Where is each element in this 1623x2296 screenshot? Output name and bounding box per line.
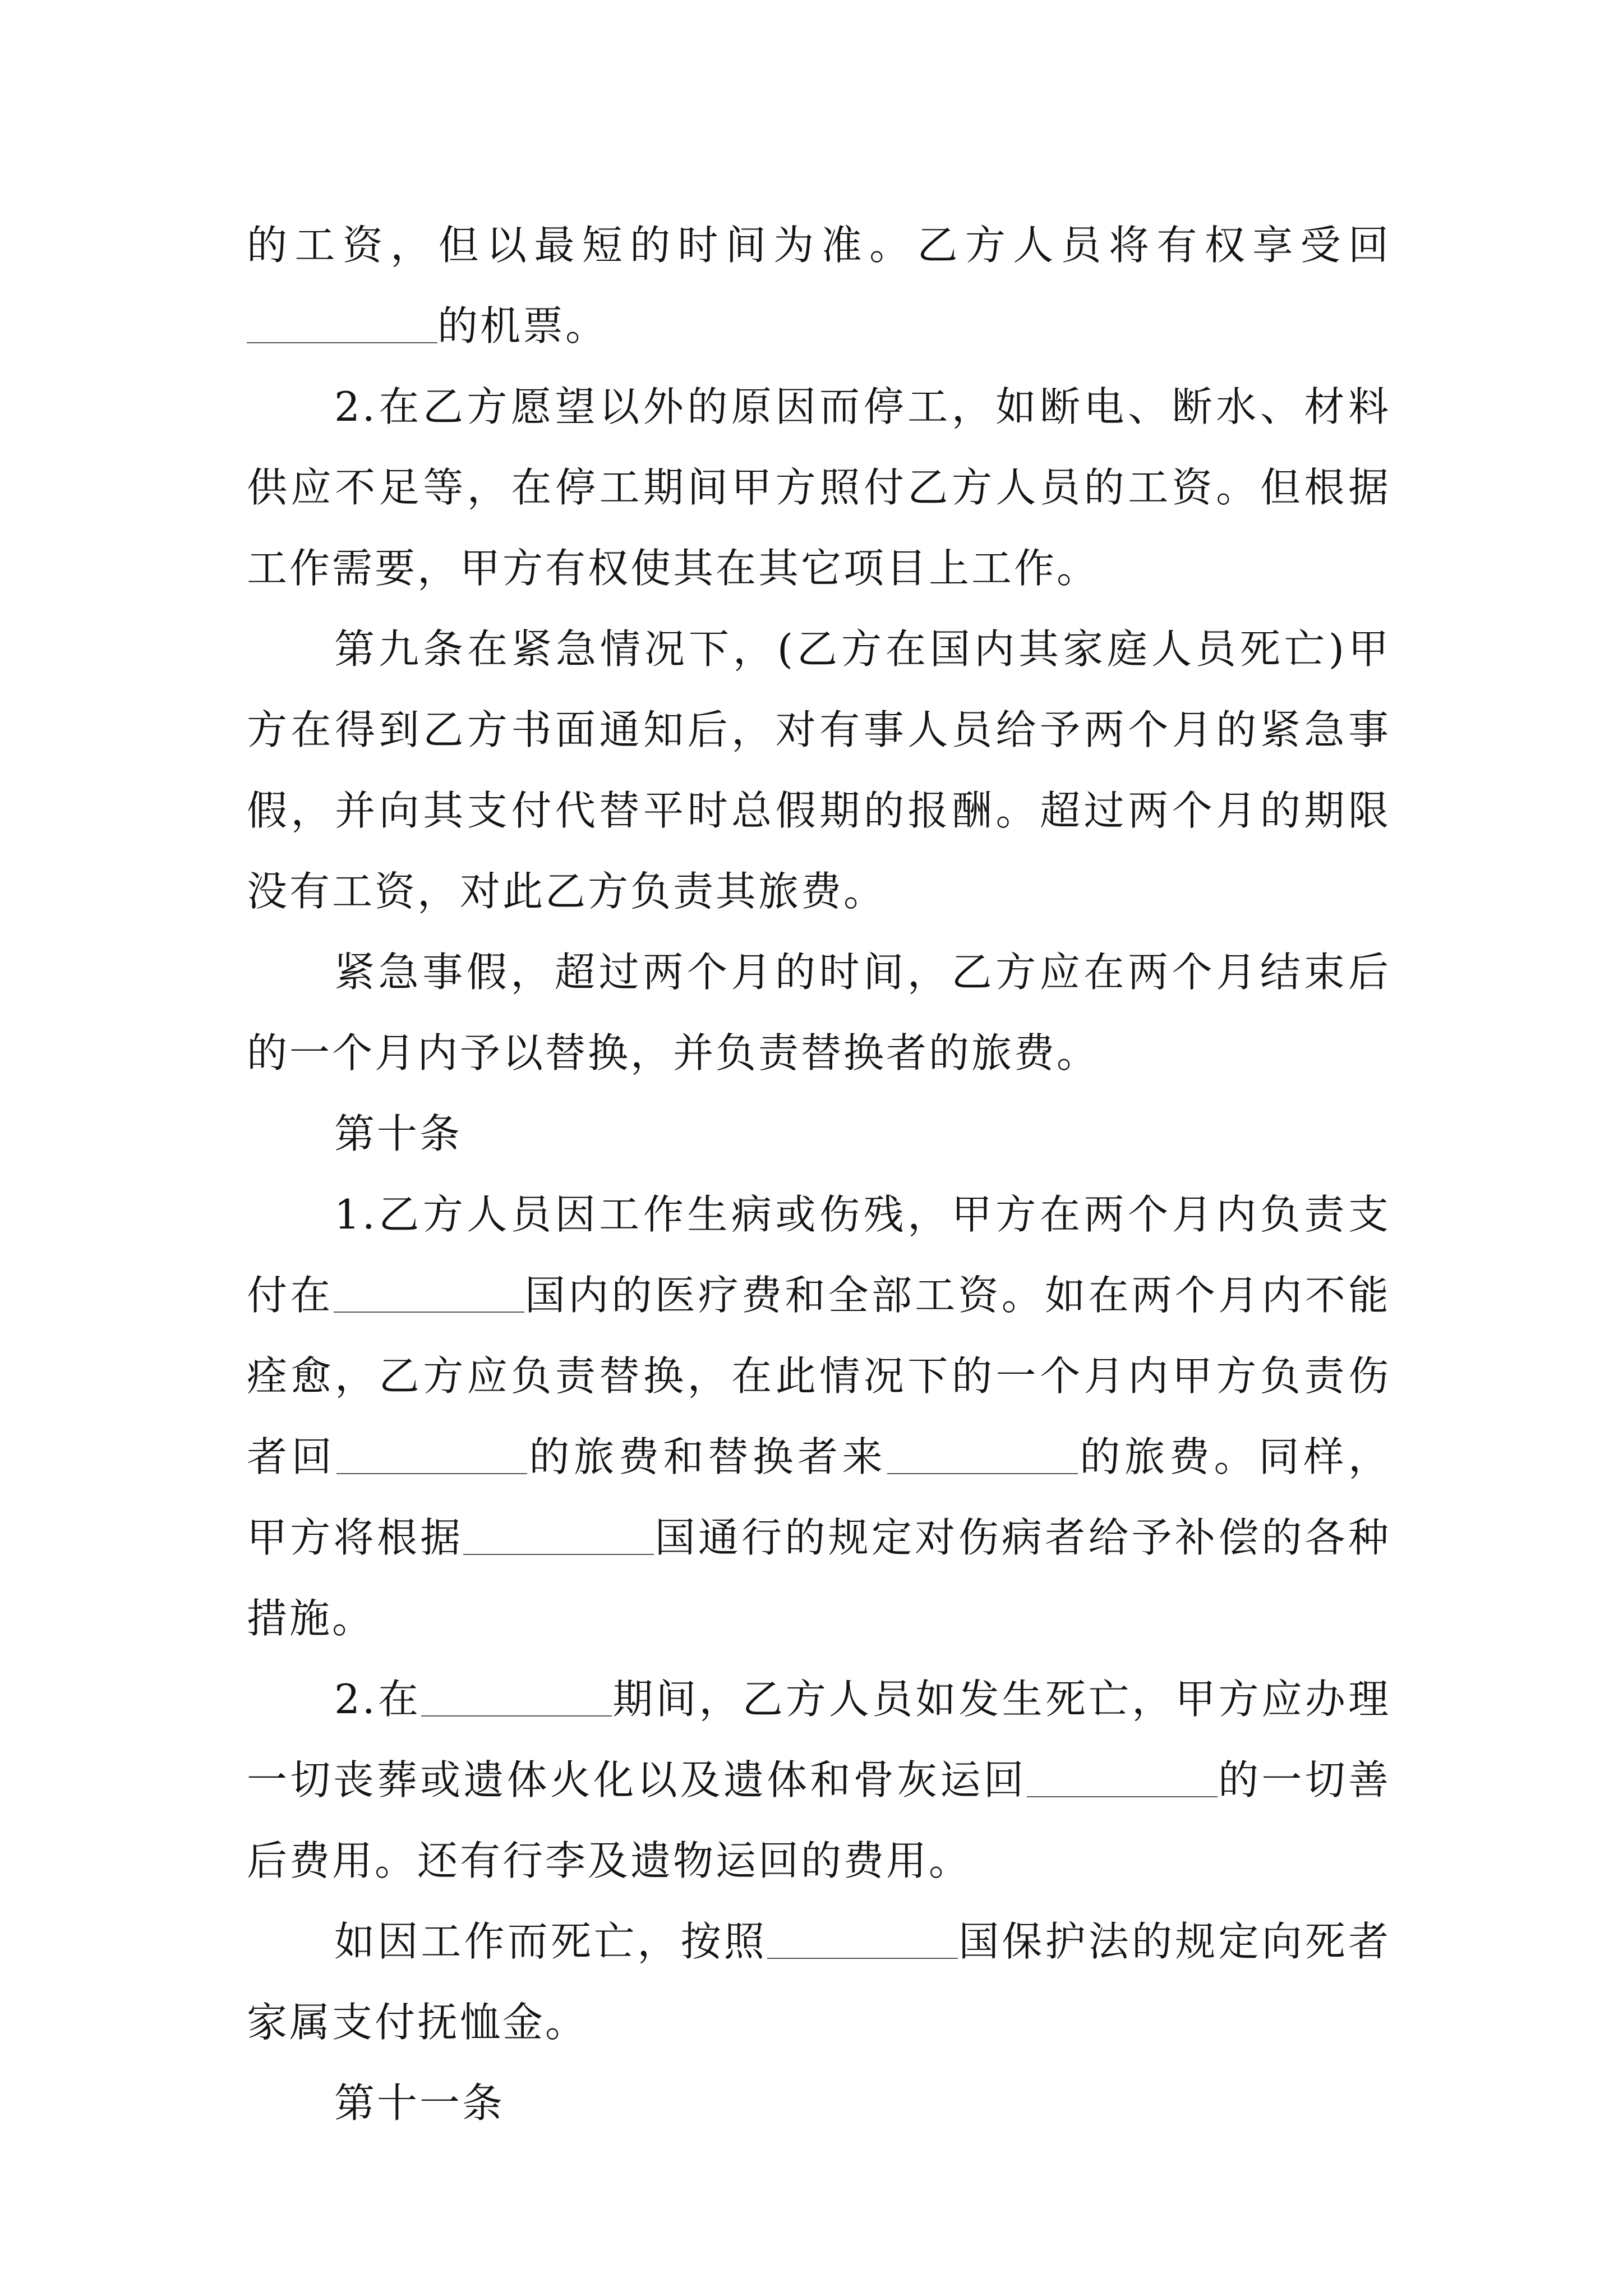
paragraph-text: 国内的医疗费和全部工资。如在两个月内不能痊愈，乙方应负责替换，在此情况下的一个月内甲方负责伤者回	[247, 1272, 1391, 1480]
paragraph-text: 的工资，但以最短的时间为准。乙方人员将有权享受回	[247, 222, 1391, 269]
paragraph-text: 紧急事假，超过两个月的时间，乙方应在两个月结束后的一个月内予以替换，并负责替换者的旅费。	[247, 949, 1391, 1076]
fill-in-blank	[887, 1433, 1078, 1474]
paragraph-text: 的机票。	[437, 302, 608, 349]
fill-in-blank	[334, 1271, 524, 1313]
paragraph-text: 国通行的规定对伤病者给予补偿的各种措施。	[247, 1514, 1391, 1642]
paragraph-text: 的一切善后费用。还有行李及遗物运回的费用。	[247, 1756, 1391, 1884]
paragraph-text: 第十一条	[334, 2079, 505, 2127]
paragraph-p5	[247, 1174, 1391, 1659]
fill-in-blank	[336, 1433, 527, 1474]
paragraph-text: 2.在乙方愿望以外的原因而停工，如断电、断水、材料供应不足等，在停工期间甲方照付乙方人员的工资。但根据工作需要，甲方有权使其在其它项目上工作。	[247, 383, 1391, 592]
paragraph-text: 国保护法的规定向死者家属支付抚恤金。	[247, 1918, 1391, 2046]
paragraph-text: 1.乙方人员因工作生病或伤残，甲方在两个月内负责支付在	[247, 1191, 1391, 1319]
fill-in-blank	[463, 1513, 654, 1555]
paragraph-p4	[247, 1093, 1391, 1174]
paragraph-p2	[247, 609, 1391, 932]
fill-in-blank	[767, 1917, 958, 1959]
paragraph-text: 第十条	[334, 1110, 463, 1157]
paragraph-text: 第九条在紧急情况下，(乙方在国内其家庭人员死亡)甲方在得到乙方书面通知后，对有事人员给予两个月的紧急事假，并向其支付代替平时总假期的报酬。超过两个月的期限没有工资，对此乙方负责其旅费。	[247, 625, 1391, 915]
paragraph-text: 2.在	[334, 1676, 422, 1723]
paragraph-p3	[247, 932, 1391, 1093]
paragraph-text: 的旅费。同样，甲方将根据	[247, 1433, 1391, 1561]
paragraph-p7	[247, 1901, 1391, 2063]
paragraph-text: 的旅费和替换者来	[527, 1433, 887, 1480]
paragraph-text: 如因工作而死亡，按照	[334, 1918, 767, 1965]
paragraph-text: 期间，乙方人员如发生死亡，甲方应办理一切丧葬或遗体火化以及遗体和骨灰运回	[247, 1676, 1391, 1803]
paragraph-p6	[247, 1659, 1391, 1901]
fill-in-blank	[421, 1675, 612, 1717]
paragraph-p0	[247, 205, 1391, 366]
paragraph-p8	[247, 2063, 1391, 2143]
document-body	[247, 205, 1391, 2143]
fill-in-blank	[247, 302, 437, 343]
fill-in-blank	[1027, 1756, 1218, 1797]
paragraph-p1	[247, 366, 1391, 609]
